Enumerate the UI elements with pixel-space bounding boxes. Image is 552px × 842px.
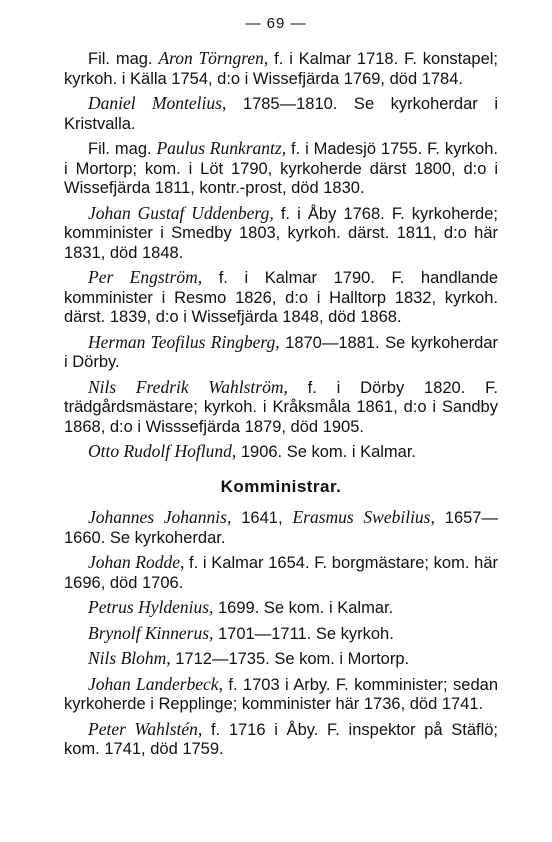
entry-text: f. 1703 i Arby. F. komminister; sedan kyrkoherde i Repplinge; komminister här 1736, död 1741.: [64, 675, 498, 713]
entry-text: 1906. Se kom. i Kalmar.: [236, 443, 417, 461]
entry-text: 1785—1810. Se kyrkoherdar i Kristvalla.: [64, 95, 498, 133]
entry-text: f. i Kalmar 1790. F. handlande komminister i Resmo 1826, d:o i Halltorp 1832, kyrkoh. därst. 1839, d:o i Wissefjärda 1848, död 1868.: [64, 269, 498, 326]
person-name: Erasmus Swebilius,: [292, 507, 435, 527]
entry-text: f. i Kalmar 1718. F. konstapel; kyrkoh. i Källa 1754, d:o i Wissefjärda 1769, död 1784.: [64, 50, 498, 88]
entry-text: 1701—1711. Se kyrkoh.: [213, 624, 394, 643]
person-name: Per Engström,: [88, 267, 203, 287]
biography-entry: [64, 720, 498, 760]
biography-entry: [64, 624, 498, 645]
person-name: Nils Fredrik Wahlström,: [88, 376, 288, 397]
biography-entry: [64, 553, 498, 593]
page-number: — 69 —: [245, 15, 307, 32]
biography-entry: [64, 442, 498, 463]
entry-text: f. i Dörby 1820. F. trädgårdsmästare; kyrkoh. i Kråksmåla 1861, d:o i Sandby 1868, d:o i Wisssefjärda 1879, död 1905.: [64, 378, 498, 436]
entry-text: 1712—1735. Se kom. i Mortorp.: [170, 650, 410, 668]
biography-entry: [64, 598, 498, 619]
person-name: Herman Teofilus Ringberg,: [88, 331, 280, 352]
entry-text: 1699. Se kom. i Kalmar.: [213, 599, 394, 617]
person-name: Daniel Montelius,: [88, 93, 227, 113]
biography-entry: [64, 204, 498, 264]
biography-entry: [64, 649, 498, 670]
person-name: Petrus Hyldenius,: [88, 597, 214, 617]
entry-prefix: Fil. mag.: [88, 50, 159, 68]
person-name: Peter Wahlstén,: [88, 718, 203, 739]
person-name: Johan Rodde,: [88, 552, 185, 572]
person-name: Johannes Johannis,: [88, 507, 232, 527]
biography-entry: [64, 49, 498, 89]
biography-entry: [64, 675, 498, 715]
entry-text: 1657—1660. Se kyrkoherdar.: [64, 509, 498, 547]
section-heading: Komministrar.: [220, 476, 342, 496]
person-name: Aron Törngren,: [158, 48, 269, 68]
person-name: Johan Gustaf Uddenberg,: [88, 202, 274, 223]
person-name: Brynolf Kinnerus,: [88, 622, 214, 643]
biography-entry: [64, 378, 498, 438]
entry-text: 1641,: [231, 509, 293, 527]
entry-list-pastors: [64, 49, 498, 463]
biography-entry: [64, 268, 498, 328]
entry-list-komministrar: [64, 508, 498, 760]
person-name: Nils Blohm,: [88, 648, 171, 668]
entry-text: f. i Madesjö 1755. F. kyrkoh. i Mortorp; kom. i Löt 1790, kyrkoherde därst 1800, d:o i Wissefjärda 1811, kontr.-prost, död 1830.: [64, 140, 498, 197]
biography-entry: [64, 508, 498, 548]
biography-entry: [64, 94, 498, 134]
entry-prefix: Fil. mag.: [88, 140, 157, 158]
person-name: Otto Rudolf Hoflund,: [88, 441, 237, 461]
entry-text: f. i Kalmar 1654. F. borgmästare; kom. här 1696, död 1706.: [64, 554, 498, 592]
person-name: Johan Landerbeck,: [88, 673, 223, 694]
page-content: [64, 49, 498, 765]
entry-text: f. 1716 i Åby. F. inspektor på Stäflö; kom. 1741, död 1759.: [64, 720, 499, 758]
person-name: Paulus Runkrantz,: [156, 138, 287, 158]
entry-text: f. i Åby 1768. F. kyrkoherde; komminister i Smedby 1803, kyrkoh. därst. 1811, d:o här 1831, död 1848.: [64, 204, 498, 262]
biography-entry: [64, 139, 498, 199]
entry-text: 1870—1881. Se kyrkoherdar i Dörby.: [64, 333, 498, 371]
biography-entry: [64, 333, 498, 373]
